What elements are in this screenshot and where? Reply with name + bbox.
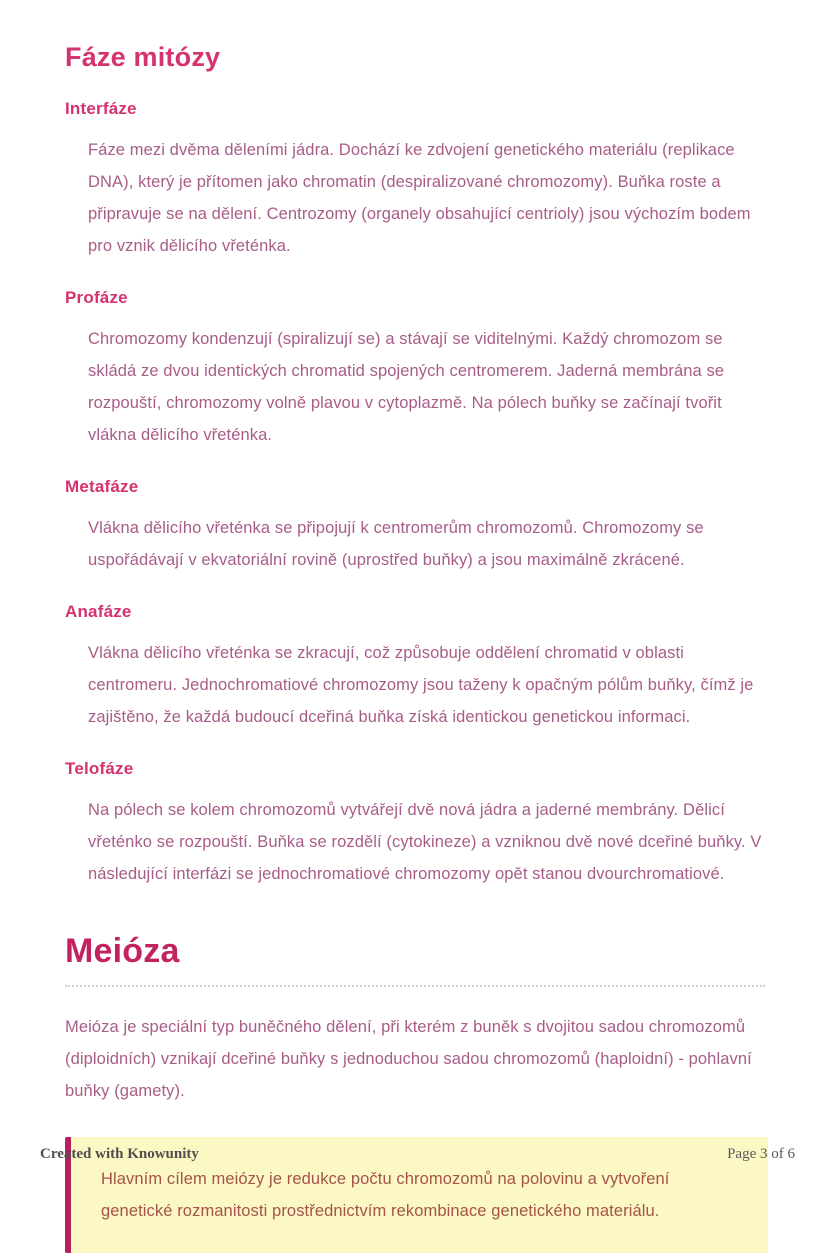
section-heading-telofaze: Telofáze	[65, 759, 134, 778]
mitosis-title: Fáze mitózy	[65, 42, 221, 72]
callout-text: Hlavním cílem meiózy je redukce počtu chromozomů na polovinu a vytvoření genetické rozmanitosti prostřednictvím rekombinace genetického materiálu.	[101, 1170, 670, 1220]
section-heading-interfaze: Interfáze	[65, 99, 137, 118]
section-heading-anafaze: Anafáze	[65, 602, 132, 621]
section-heading-profaze: Profáze	[65, 288, 128, 307]
section-body-telofaze: Na pólech se kolem chromozomů vytvářejí dvě nová jádra a jaderné membrány. Dělicí vřeténko se rozpouští. Buňka se rozdělí (cytokineze) a vzniknou dvě nové dceřiné buňky. V následující interfázi se jednochromatiové chromozomy opět stanou dvourchromatiové.	[88, 801, 762, 883]
meiosis-intro: Meióza je speciální typ buněčného dělení, při kterém z buněk s dvojitou sadou chromozomů (diploidních) vznikají dceřiné buňky s jednoduchou sadou chromozomů (haploidní) - pohlavní buňky (gamety).	[65, 1018, 752, 1100]
meiosis-title: Meióza	[65, 932, 765, 987]
section-body-metafaze: Vlákna dělicího vřeténka se připojují k centromerům chromozomů. Chromozomy se uspořádávají v ekvatoriální rovině (uprostřed buňky) a jsou maximálně zkrácené.	[88, 519, 704, 569]
page-number-label: Page 3 of 6	[727, 1146, 795, 1162]
created-with-label: Created with Knowunity	[40, 1146, 199, 1162]
section-body-anafaze: Vlákna dělicího vřeténka se zkracují, což způsobuje oddělení chromatid v oblasti centromeru. Jednochromatiové chromozomy jsou taženy k opačným pólům buňky, čímž je zajištěno, že každá budoucí dceřiná buňka získá identickou genetickou informaci.	[88, 644, 754, 726]
section-body-interfaze: Fáze mezi dvěma děleními jádra. Dochází ke zdvojení genetického materiálu (replikace DNA), který je přítomen jako chromatin (despiralizované chromozomy). Buňka roste a připravuje se na dělení. Centrozomy (organely obsahující centrioly) jsou výchozím bodem pro vznik dělicího vřeténka.	[88, 141, 751, 255]
page-footer	[40, 1146, 795, 1163]
section-body-profaze: Chromozomy kondenzují (spiralizují se) a stávají se viditelnými. Každý chromozom se skládá ze dvou identických chromatid spojených centromerem. Jaderná membrána se rozpouští, chromozomy volně plavou v cytoplazmě. Na pólech buňky se začínají tvořit vlákna dělicího vřeténka.	[88, 330, 725, 444]
section-heading-metafaze: Metafáze	[65, 477, 139, 496]
